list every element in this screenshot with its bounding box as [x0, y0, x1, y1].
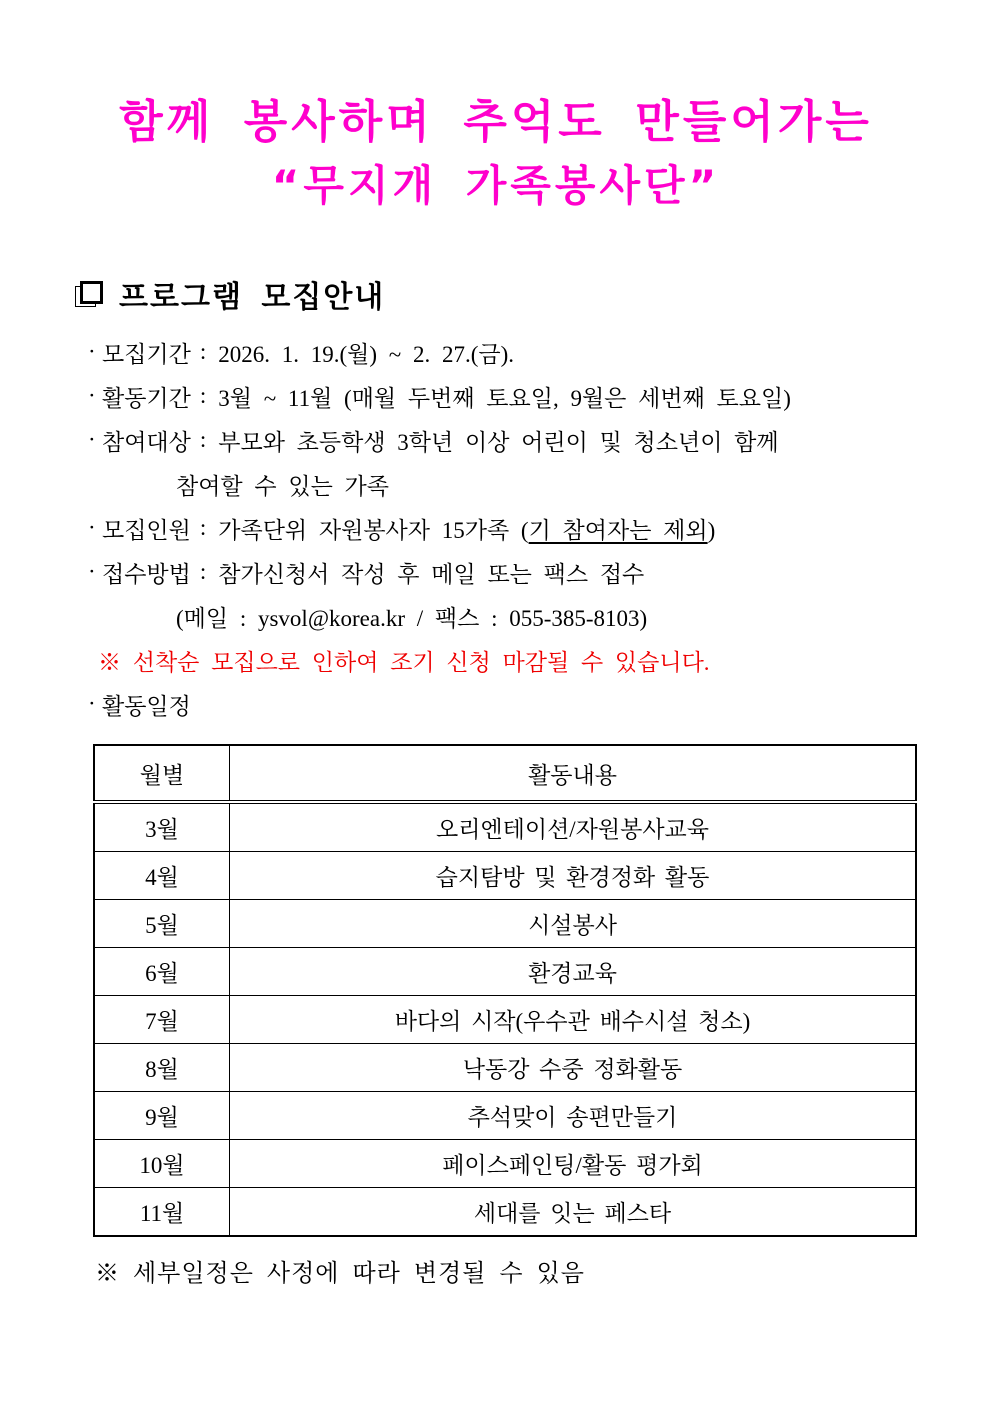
separator: : [199, 383, 207, 409]
month-cell: 9월 [94, 1092, 230, 1140]
table-row [94, 1044, 916, 1092]
first-come-notice: ※ 선착순 모집으로 인하여 조기 신청 마감될 수 있습니다. [98, 649, 710, 675]
table-row [94, 900, 916, 948]
bullet-icon: · [88, 515, 96, 541]
month-cell: 3월 [94, 802, 230, 852]
info-list [75, 330, 932, 726]
schedule-label-row [88, 682, 932, 726]
month-cell: 6월 [94, 948, 230, 996]
separator: : [199, 515, 207, 541]
bullet-icon: · [88, 559, 96, 585]
item-value: 가족단위 자원봉사자 15가족 (기 참여자는 제외) [218, 517, 716, 543]
table-row [94, 852, 916, 900]
title-block [0, 0, 992, 210]
month-cell: 8월 [94, 1044, 230, 1092]
month-cell: 4월 [94, 852, 230, 900]
item-label: 활동기간 [102, 385, 191, 411]
table-row [94, 948, 916, 996]
table-row [94, 1140, 916, 1188]
event-title-line2: “무지개 가족봉사단” [271, 160, 721, 210]
activity-cell: 환경교육 [230, 948, 917, 996]
activity-period-row [88, 374, 932, 418]
item-label: 모집인원 [102, 517, 191, 543]
application-method-row [88, 550, 932, 594]
section-heading-row [75, 272, 932, 316]
activity-cell: 습지탐방 및 환경정화 활동 [230, 852, 917, 900]
underlined-exclusion-note: 기 참여자는 제외 [528, 517, 708, 543]
contact-info-line [88, 594, 932, 638]
table-row [94, 802, 916, 852]
item-label: 접수방법 [102, 561, 191, 587]
item-label: 참여대상 [102, 429, 191, 455]
bullet-icon: · [88, 427, 96, 453]
item-label: 모집기간 [102, 341, 191, 367]
col-header-month: 월별 [94, 745, 230, 802]
separator: : [199, 339, 207, 365]
table-row [94, 1092, 916, 1140]
target-audience-row [88, 418, 932, 462]
event-title-line1: 함께 봉사하며 추억도 만들어가는 [119, 95, 873, 148]
section-heading: 프로그램 모집안내 [119, 280, 386, 316]
table-header-row [94, 745, 916, 802]
document-body [75, 272, 932, 1288]
separator: : [199, 427, 207, 453]
item-label: 활동일정 [102, 693, 191, 719]
schedule-table-wrapper [93, 744, 932, 1237]
activity-cell: 바다의 시작(우수관 배수시설 청소) [230, 996, 917, 1044]
recruit-count-row [88, 506, 932, 550]
bullet-icon: · [88, 339, 96, 365]
item-value: 부모와 초등학생 3학년 이상 어린이 및 청소년이 함께 [218, 429, 779, 455]
item-value: (메일 : ysvol@korea.kr / 팩스 : 055-385-8103) [176, 605, 648, 631]
month-cell: 7월 [94, 996, 230, 1044]
activity-cell: 추석맞이 송편만들기 [230, 1092, 917, 1140]
month-cell: 5월 [94, 900, 230, 948]
activity-cell: 낙동강 수중 정화활동 [230, 1044, 917, 1092]
activity-cell: 세대를 잇는 페스타 [230, 1188, 917, 1237]
month-cell: 11월 [94, 1188, 230, 1237]
item-value: 3월 ~ 11월 (매월 두번째 토요일, 9월은 세번째 토요일) [218, 385, 791, 411]
activity-schedule-table [93, 744, 917, 1237]
recruit-period-row [88, 330, 932, 374]
footer-note: ※ 세부일정은 사정에 따라 변경될 수 있음 [95, 1261, 585, 1288]
bullet-icon: · [88, 691, 96, 717]
item-value: 참가신청서 작성 후 메일 또는 팩스 접수 [218, 561, 645, 587]
activity-cell: 시설봉사 [230, 900, 917, 948]
table-row [94, 1188, 916, 1237]
month-cell: 10월 [94, 1140, 230, 1188]
square-bullet-icon [75, 281, 101, 308]
item-value: 2026. 1. 19.(월) ~ 2. 27.(금). [218, 341, 515, 367]
col-header-activity: 활동내용 [230, 745, 917, 802]
separator: : [199, 559, 207, 585]
table-row [94, 996, 916, 1044]
bullet-icon: · [88, 383, 96, 409]
item-value: 참여할 수 있는 가족 [176, 473, 389, 499]
activity-cell: 페이스페인팅/활동 평가회 [230, 1140, 917, 1188]
target-audience-continuation [88, 462, 932, 506]
activity-cell: 오리엔테이션/자원봉사교육 [230, 802, 917, 852]
